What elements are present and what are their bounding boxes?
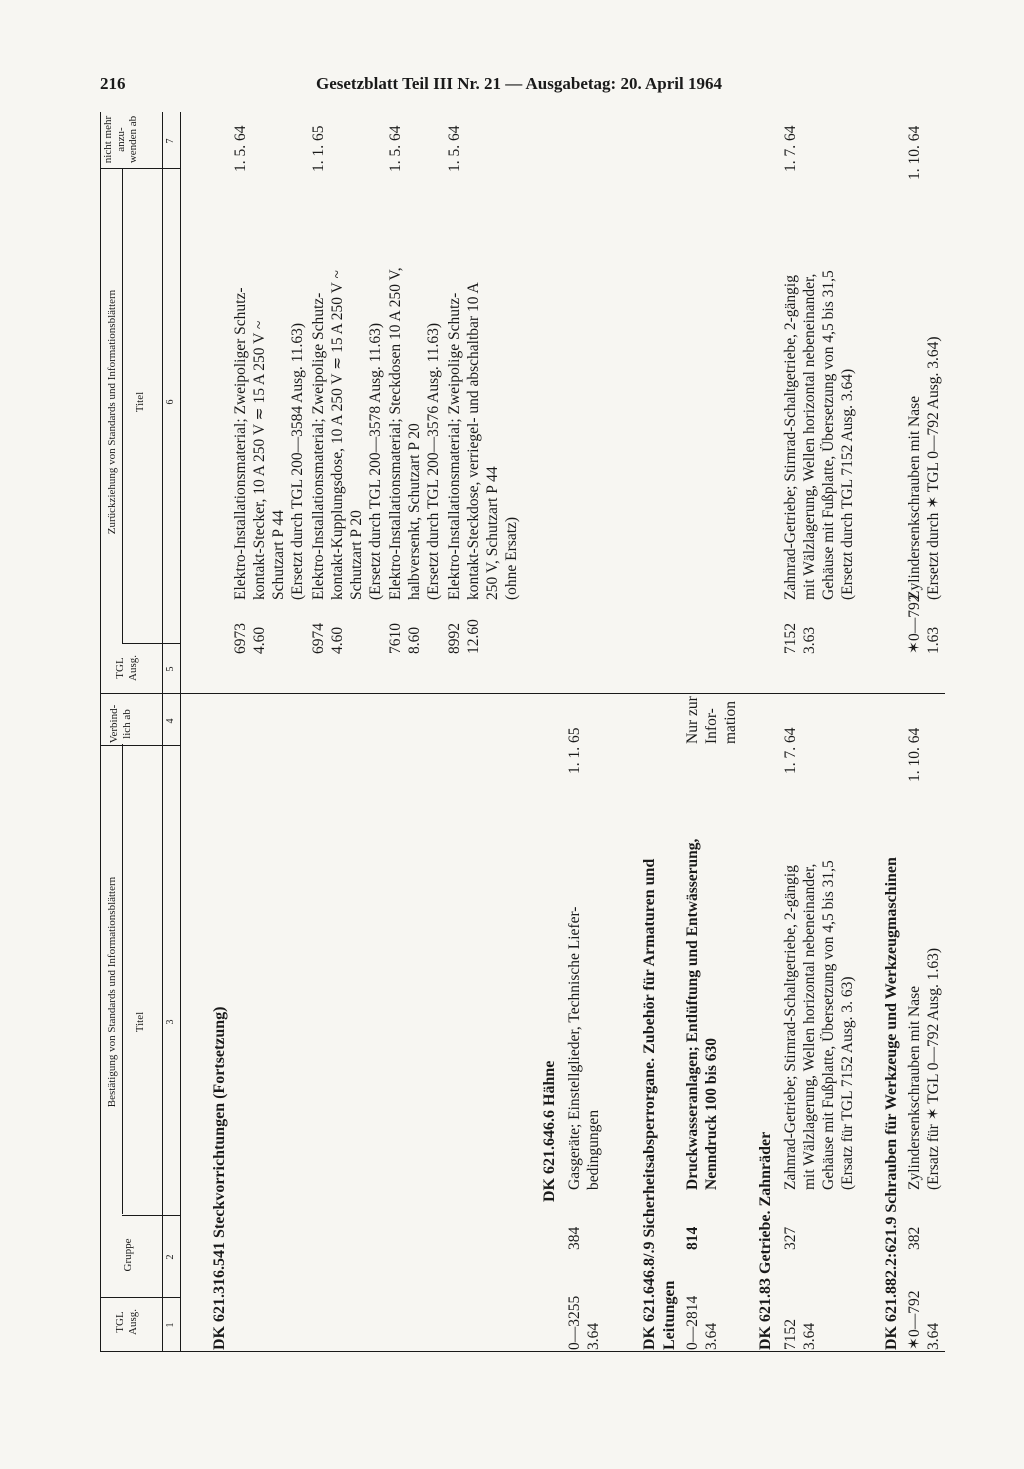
- right-row-tgl: 7610 8.60: [387, 623, 423, 654]
- col-sep-4: [100, 693, 945, 694]
- right-row-date: 1. 5. 64: [232, 125, 249, 172]
- colnum-4: 4: [165, 718, 176, 724]
- left-row-tgl: 7152 3.64: [782, 1319, 818, 1350]
- left-row-tgl: 0—2814 3.64: [684, 1295, 720, 1350]
- left-row-title: Zylindersenkschrauben mit Nase (Ersatz für ✶ TGL 0—792 Ausg. 1.63): [906, 947, 942, 1190]
- col-titel-right: Titel: [134, 391, 146, 413]
- left-row-tgl: ✶0—792 3.64: [906, 1290, 942, 1350]
- right-row-tgl: ✶0—792 1.63: [906, 594, 942, 654]
- left-row-date: 1. 10. 64: [906, 727, 923, 782]
- col-verbindlich-ab: Verbind- lich ab: [108, 704, 133, 744]
- col-tgl-ausg-left: TGL Ausg.: [114, 1309, 139, 1335]
- left-row-gruppe: 814: [684, 1226, 701, 1250]
- right-row-title: Elektro-Installationsmaterial; Steckdosen 10 A 250 V, halbversenkt, Schutzart P 20 (Ersetzt durch TGL 200—3576 Ausg. 11.63): [387, 267, 442, 600]
- page-title: Gesetzblatt Teil III Nr. 21 — Ausgabetag: 20. April 1964: [316, 74, 722, 93]
- right-row-tgl: 7152 3.63: [782, 623, 818, 654]
- right-row-tgl: 8992 12.60: [446, 619, 482, 654]
- right-row-title: Elektro-Installationsmaterial; Zweipolige Schutz- kontakt-Kupplungsdose, 10 A 250 V ≂ 15 A 250 V ~ Schutzart P 20 (Ersetzt durch TGL 200—3578 Ausg. 11.63): [310, 270, 384, 600]
- left-row-tgl: 0—3255 3.64: [566, 1295, 602, 1350]
- right-row-title: Zylindersenkschrauben mit Nase (Ersetzt durch ✶ TGL 0—792 Ausg. 3.64): [906, 336, 942, 600]
- section-heading-steckvorrichtungen: DK 621.316.541 Steckvorrichtungen (Fortsetzung): [211, 1006, 228, 1350]
- right-row-date: 1. 10. 64: [906, 125, 923, 180]
- right-row-date: 1. 7. 64: [782, 125, 799, 172]
- right-group-heading: Zurückziehung von Standards und Informationsblättern: [106, 289, 118, 535]
- page-number: 216: [100, 74, 126, 93]
- right-row-date: 1. 1. 65: [310, 125, 327, 172]
- col-sep-1: [100, 1297, 180, 1298]
- col-tgl-ausg-right: TGL Ausg.: [114, 655, 139, 681]
- section-heading-sicherheitsabsperrorgane: DK 621.646.8/.9 Sicherheitsabsperrorgane. Zubehör für Armaturen und Leitungen: [641, 858, 678, 1350]
- colnum-1: 1: [165, 1322, 176, 1328]
- colnum-bottom-rule: [180, 112, 181, 1352]
- right-row-title: Elektro-Installationsmaterial; Zweipolige Schutz- kontakt-Steckdose, verriegel- und abschaltbar 10 A 250 V, Schutzart P 44 (ohne Ersatz): [446, 282, 520, 600]
- left-row-gruppe: 384: [566, 1226, 583, 1250]
- standards-table: [100, 112, 945, 1352]
- col-nicht-mehr: nicht mehr anzu- wenden ab: [102, 115, 140, 164]
- left-row-title: Gasgeräte; Einstellglieder, Technische Liefer- bedingungen: [566, 906, 602, 1190]
- page-header: [100, 74, 790, 104]
- col-sep-2: [122, 1215, 180, 1216]
- col-sep-5: [122, 643, 180, 644]
- colnum-2: 2: [165, 1254, 176, 1260]
- col-sep-3: [100, 745, 180, 746]
- right-row-title: Elektro-Installationsmaterial; Zweipoliger Schutz- kontakt-Stecker, 10 A 250 V ≂ 15 A 250 V ~ Schutzart P 44 (Ersetzt durch TGL 200—3584 Ausg. 11.63): [232, 287, 306, 600]
- table-left-rule: [100, 1351, 945, 1352]
- left-row-title: Zahnrad-Getriebe; Stirnrad-Schaltgetriebe, 2-gängig mit Wälzlagerung, Wellen horizontal nebeneinander, Gehäuse mit Fußplatte, Übersetzung von 4,5 bis 31,5 (Ersatz für TGL 7152 Ausg. 3. 63): [782, 860, 856, 1190]
- right-row-date: 1. 5. 64: [387, 125, 404, 172]
- left-row-gruppe: 327: [782, 1226, 799, 1250]
- left-group-heading: Bestätigung von Standards und Informationsblättern: [106, 876, 118, 1108]
- col-gruppe: Gruppe: [122, 1238, 134, 1272]
- section-heading-schrauben: DK 621.882.2:621.9 Schrauben für Werkzeuge und Werkzeugmaschinen: [883, 857, 900, 1350]
- section-heading-haehne: DK 621.646.6 Hähne: [541, 1060, 558, 1202]
- colnum-5: 5: [165, 666, 176, 672]
- left-row-date: 1. 7. 64: [782, 727, 799, 774]
- right-group-rule: [122, 169, 123, 644]
- colnum-7: 7: [165, 138, 176, 144]
- right-row-tgl: 6974 4.60: [310, 623, 346, 654]
- col-titel-left: Titel: [134, 1011, 146, 1033]
- colnum-6: 6: [165, 399, 176, 405]
- colnum-top-rule: [162, 112, 163, 1352]
- left-group-rule: [122, 744, 123, 1214]
- left-row-date: Nur zur Infor- mation: [684, 696, 739, 744]
- right-row-tgl: 6973 4.60: [232, 623, 268, 654]
- right-row-title: Zahnrad-Getriebe; Stirnrad-Schaltgetriebe, 2-gängig mit Wälzlagerung, Wellen horizontal nebeneinander, Gehäuse mit Fußplatte, Übersetzung von 4,5 bis 31,5 (Ersetzt durch TGL 7152 Ausg. 3.64): [782, 270, 856, 600]
- colnum-3: 3: [165, 1019, 176, 1025]
- col-sep-6: [100, 168, 180, 169]
- left-row-date: 1. 1. 65: [566, 727, 583, 774]
- left-row-title: Druckwasseranlagen; Entlüftung und Entwässerung, Nenndruck 100 bis 630: [684, 838, 720, 1190]
- table-top-rule: [100, 112, 101, 1352]
- right-row-date: 1. 5. 64: [446, 125, 463, 172]
- left-row-gruppe: 382: [906, 1226, 923, 1250]
- section-heading-getriebe: DK 621.83 Getriebe. Zahnräder: [757, 1131, 774, 1350]
